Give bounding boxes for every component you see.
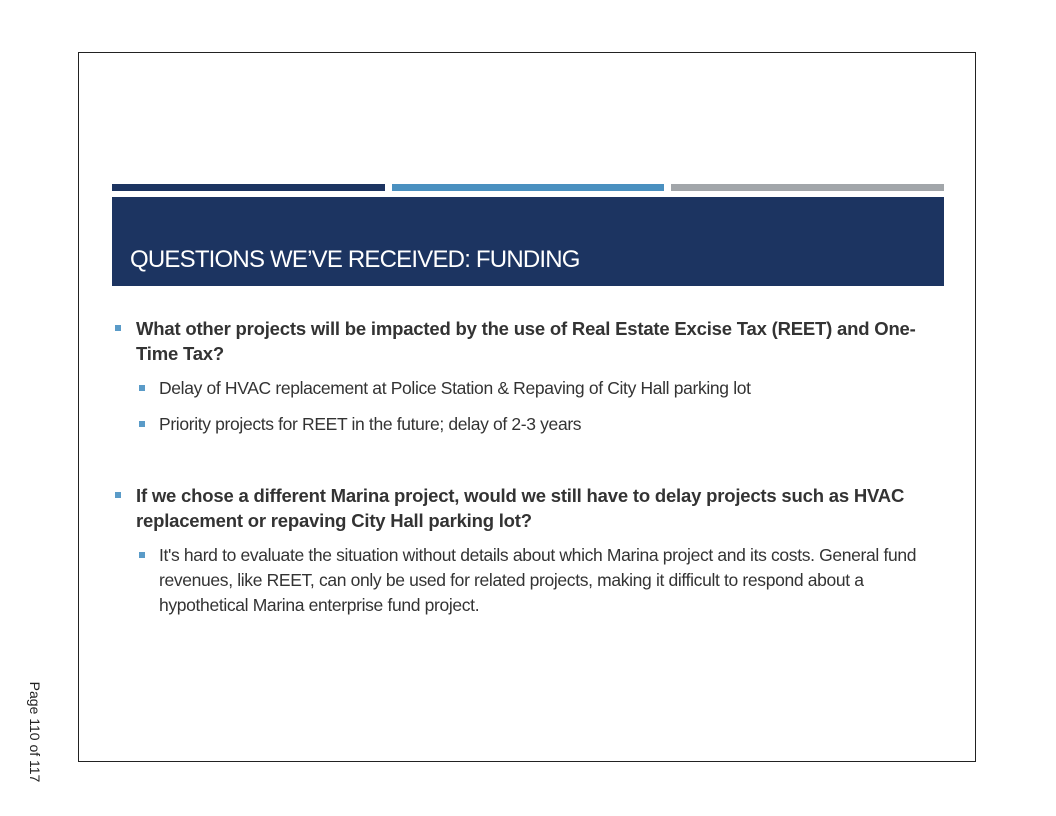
accent-bar-blue <box>392 184 664 191</box>
question-text: If we chose a different Marina project, would we still have to delay projects such as HVAC replacement or repaving City Hall parking lot? <box>136 485 905 531</box>
answer-bullet <box>112 412 932 437</box>
answer-bullet <box>112 543 932 618</box>
question-text: What other projects will be impacted by the use of Real Estate Excise Tax (REET) and One-Time Tax? <box>136 318 916 364</box>
answer-text: Priority projects for REET in the future; delay of 2-3 years <box>159 414 582 434</box>
answer-text: Delay of HVAC replacement at Police Station & Repaving of City Hall parking lot <box>159 378 751 398</box>
answer-text: It's hard to evaluate the situation without details about which Marina project and its costs. General fund revenues, like REET, can only be used for related projects, making it difficult to respond about a hypothetical Marina enterprise fund project. <box>159 545 917 615</box>
square-bullet-icon <box>139 552 145 558</box>
square-bullet-icon <box>115 492 121 498</box>
square-bullet-icon <box>115 325 121 331</box>
accent-bar-navy <box>112 184 385 191</box>
answer-bullet <box>112 376 932 401</box>
slide-title: QUESTIONS WE’VE RECEIVED: FUNDING <box>130 246 580 273</box>
question-bullet <box>112 483 932 533</box>
square-bullet-icon <box>139 385 145 391</box>
question-bullet <box>112 316 932 366</box>
title-banner <box>112 197 944 286</box>
page-number: Page 110 of 117 <box>27 681 43 783</box>
slide-content <box>112 316 932 618</box>
accent-bar-gray <box>671 184 944 191</box>
square-bullet-icon <box>139 421 145 427</box>
